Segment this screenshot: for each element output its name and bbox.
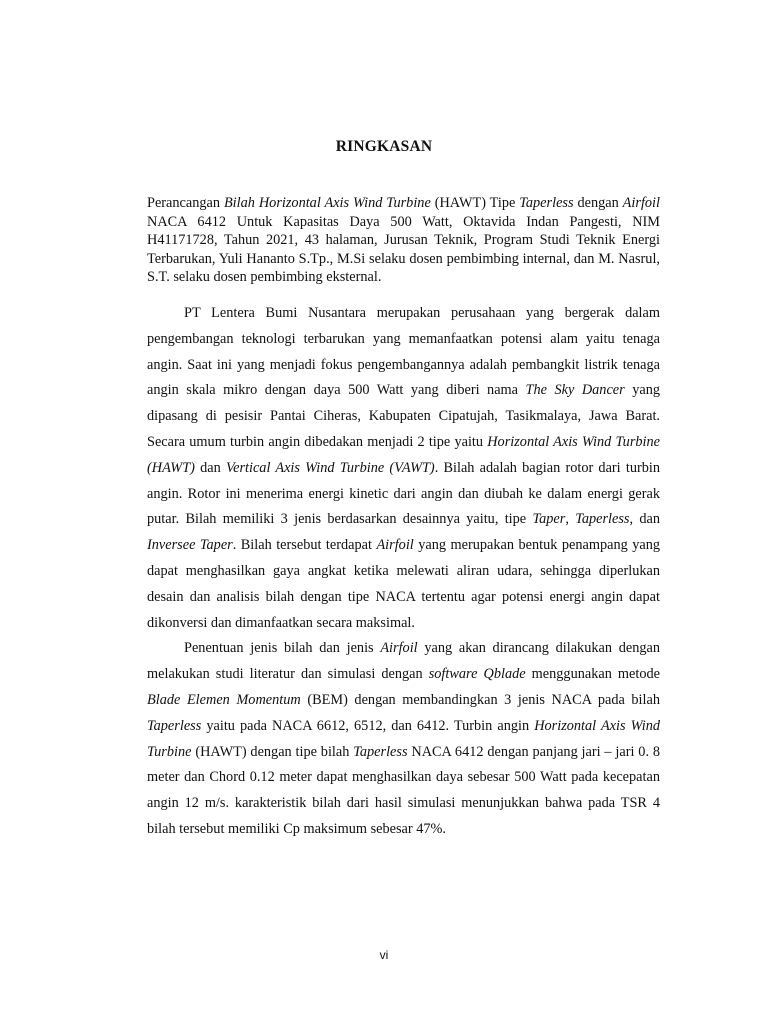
page-number: vi	[379, 948, 389, 962]
text-run: . Bilah adalah bagian rotor dari turbin angin. Rotor ini menerima energi kinetic dari angin dan diubah ke dalam energi gerak putar. Bilah memiliki 3 jenis berdasarkan desainnya yaitu, tipe	[147, 459, 660, 528]
text-run: yang akan dirancang dilakukan dengan melakukan studi literatur dan simulasi dengan	[147, 640, 660, 683]
italic-term: Taperless	[575, 511, 630, 528]
text-run: yang merupakan bentuk penampang yang dapat menghasilkan gaya angkat ketika melewati aliran udara, sehingga diperlukan desain dan analisis bilah dengan tipe NACA tertentu agar potensi energi angin dapat dikonversi dan dimanfaatkan secara maksimal.	[147, 537, 660, 631]
italic-term: Taperless	[353, 743, 408, 760]
italic-term: Vertical Axis Wind Turbine (VAWT)	[225, 459, 435, 476]
italic-term: Taperless	[519, 195, 574, 211]
body-paragraph-1	[147, 301, 660, 636]
text-run: Perancangan	[147, 195, 224, 211]
italic-term: Bilah Horizontal Axis Wind Turbine	[223, 195, 431, 211]
text-run: menggunakan metode	[525, 666, 660, 683]
body-paragraph-2	[147, 636, 660, 842]
page-title: RINGKASAN	[335, 138, 433, 155]
text-run: dan	[194, 459, 226, 476]
italic-term: Airfoil	[622, 195, 661, 211]
italic-term: Taperless	[147, 717, 202, 734]
italic-term: Taper	[532, 511, 566, 528]
body-text	[147, 301, 660, 843]
italic-term: Airfoil	[376, 537, 414, 554]
text-run: ,	[565, 511, 576, 528]
text-run: yang dipasang di pesisir Pantai Ciheras, Kabupaten Cipatujah, Tasikmalaya, Jawa Barat. Secara umum turbin angin dibedakan menjadi 2 tipe yaitu	[147, 382, 660, 450]
text-run: (HAWT) Tipe	[430, 195, 520, 211]
text-run: . Bilah tersebut terdapat	[232, 537, 377, 554]
italic-term: Horizontal Axis Wind Turbine (HAWT)	[147, 433, 660, 476]
text-run: Penentuan jenis bilah dan jenis	[184, 640, 381, 657]
summary-citation	[147, 194, 660, 287]
italic-term: The Sky Dancer	[525, 382, 625, 399]
italic-term: Inversee Taper	[147, 537, 233, 554]
italic-term: Blade Elemen Momentum	[147, 691, 301, 708]
text-run: NACA 6412 Untuk Kapasitas Daya 500 Watt, Oktavida Indan Pangesti, NIM H41171728, Tahun 2021, 43 halaman, Jurusan Teknik, Program Studi Teknik Energi Terbarukan, Yuli Hananto S.Tp., M.Si selaku dosen pembimbing internal, dan M. Nasrul, S.T. selaku dosen pembimbing eksternal.	[147, 213, 660, 286]
text-run: , dan	[629, 511, 661, 528]
text-run: (HAWT) dengan tipe bilah	[191, 743, 354, 760]
text-run: dengan	[573, 195, 623, 211]
italic-term: software Qblade	[428, 666, 526, 683]
italic-term: Horizontal Axis Wind Turbine	[147, 717, 660, 760]
text-run: (BEM) dengan membandingkan 3 jenis NACA pada bilah	[300, 691, 660, 708]
text-run: PT Lentera Bumi Nusantara merupakan perusahaan yang bergerak dalam pengembangan teknologi terbarukan yang memanfaatkan potensi alam yaitu tenaga angin. Saat ini yang menjadi fokus pengembangannya adalah pembangkit listrik tenaga angin skala mikro dengan daya 500 Watt yang diberi nama	[147, 305, 660, 399]
text-run: NACA 6412 dengan panjang jari – jari 0. 8 meter dan Chord 0.12 meter dapat menghasilkan daya sebesar 500 Watt pada kecepatan angin 12 m/s. karakteristik bilah dari hasil simulasi menunjukkan bahwa pada TSR 4 bilah tersebut memiliki Cp maksimum sebesar 47%.	[147, 743, 660, 837]
italic-term: Airfoil	[380, 640, 418, 657]
text-run: yaitu pada NACA 6612, 6512, dan 6412. Turbin angin	[201, 717, 535, 734]
